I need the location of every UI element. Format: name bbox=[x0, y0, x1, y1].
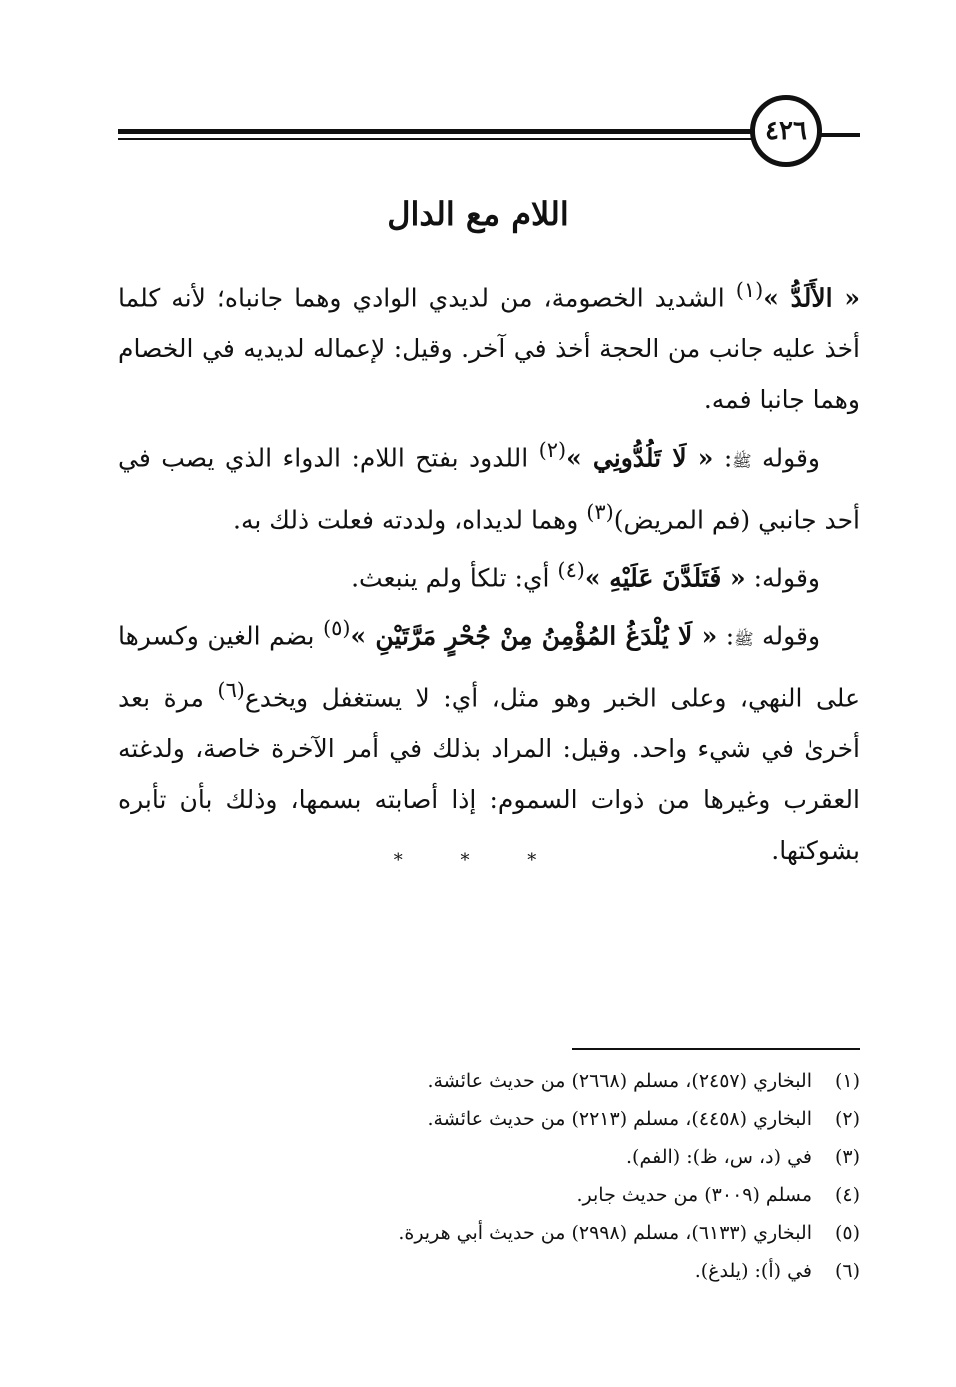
header-rule-tail bbox=[820, 133, 860, 137]
footnote-text: في (أ): (يلدغ). bbox=[694, 1260, 812, 1282]
paragraph-3 bbox=[118, 545, 860, 603]
quote: « لَا تَلُدُّونِي » bbox=[566, 443, 714, 473]
footnote-ref: (٥) bbox=[322, 616, 351, 641]
paragraph-colon: : bbox=[713, 443, 733, 473]
footnote-number: (١) bbox=[834, 1070, 860, 1092]
quote: « فَتَلَدَّنَ عَلَيْهِ » bbox=[584, 563, 746, 593]
quote: « لَا يُلْدَغُ المُؤْمِنُ مِنْ جُحْرٍ مَرَّتَيْنِ » bbox=[350, 621, 718, 651]
footnote-item bbox=[118, 1176, 860, 1214]
footnote-text: مسلم (٣٠٠٩) من حديث جابر. bbox=[576, 1184, 812, 1206]
honorific-symbol: ﷺ bbox=[734, 629, 754, 649]
section-separator: * * * bbox=[393, 850, 563, 871]
paragraph-4 bbox=[118, 603, 860, 876]
paragraph-text: أي: تلكأ ولم ينبعث. bbox=[351, 563, 558, 593]
footnote-item bbox=[118, 1252, 860, 1290]
footnote-text: البخاري (٢٤٥٧)، مسلم (٢٦٦٨) من حديث عائشة. bbox=[427, 1070, 812, 1092]
footnote-divider bbox=[572, 1048, 860, 1050]
paragraph-text: اللدود بفتح اللام: الدواء الذي يصب في أحد جانبي (فم المريض) bbox=[118, 443, 860, 534]
footnote-number: (٤) bbox=[834, 1184, 860, 1206]
paragraph-1 bbox=[118, 265, 860, 425]
page-title: اللام مع الدال bbox=[387, 195, 569, 233]
footnote-ref: (٤) bbox=[557, 557, 585, 582]
footnotes bbox=[118, 1062, 860, 1290]
paragraph-text: الشديد الخصومة، من لديدي الوادي وهما جانباه؛ لأنه كلما أخذ عليه جانب من الحجة أخذ في آخر. وقيل: لإعماله لديديه في الخصام وهما جانبا فمه. bbox=[118, 283, 860, 415]
footnote-ref: (٦) bbox=[217, 677, 245, 702]
paragraph-colon: : bbox=[717, 621, 735, 651]
footnote-text: البخاري (٤٤٥٨)، مسلم (٢٢١٣) من حديث عائشة. bbox=[427, 1108, 812, 1130]
footnote-number: (٦) bbox=[834, 1260, 860, 1282]
footnote-number: (٣) bbox=[834, 1146, 860, 1168]
paragraph-text: مرة بعد أخرىٰ في شيء واحد. وقيل: المراد بذلك في أمر الآخرة خاصة، ولدغته العقرب وغيرها من ذوات السموم: إذا أصابته بسمها، وذلك بأن تأبره بشوكتها. bbox=[118, 682, 860, 865]
paragraph-prefix: وقوله bbox=[751, 443, 821, 473]
footnote-ref: (٣) bbox=[586, 499, 614, 524]
footnote-number: (٥) bbox=[834, 1222, 860, 1244]
header-rule-thick bbox=[118, 129, 758, 134]
footnote-item bbox=[118, 1138, 860, 1176]
main-text bbox=[118, 265, 860, 876]
footnote-text: البخاري (٦١٣٣)، مسلم (٢٩٩٨) من حديث أبي هريرة. bbox=[398, 1222, 812, 1244]
quote: « الأَلَدُّ » bbox=[763, 283, 860, 313]
footnote-item bbox=[118, 1062, 860, 1100]
honorific-symbol: ﷺ bbox=[732, 451, 752, 471]
footnote-ref: (٢) bbox=[538, 438, 567, 463]
footnote-ref: (١) bbox=[735, 278, 764, 302]
paragraph-text: بضم الغين وكسرها على النهي، وعلى الخبر وهو مثل، أي: لا يستغفل ويخدع bbox=[118, 621, 860, 712]
paragraph-prefix: وقوله bbox=[753, 621, 821, 651]
paragraph-text: وهما لديداه، ولددته فعلت ذلك به. bbox=[233, 504, 587, 534]
page-number: ٤٢٦ bbox=[765, 116, 807, 146]
paragraph-2 bbox=[118, 425, 860, 545]
footnote-item bbox=[118, 1100, 860, 1138]
footnote-text: في (د، س، ظ): (الفم). bbox=[626, 1146, 812, 1168]
paragraph-prefix: وقوله: bbox=[745, 563, 820, 593]
footnote-item bbox=[118, 1214, 860, 1252]
page-header bbox=[0, 95, 956, 185]
header-rule-thin bbox=[118, 138, 758, 140]
footnote-number: (٢) bbox=[834, 1108, 860, 1130]
page-number-badge bbox=[750, 95, 822, 167]
